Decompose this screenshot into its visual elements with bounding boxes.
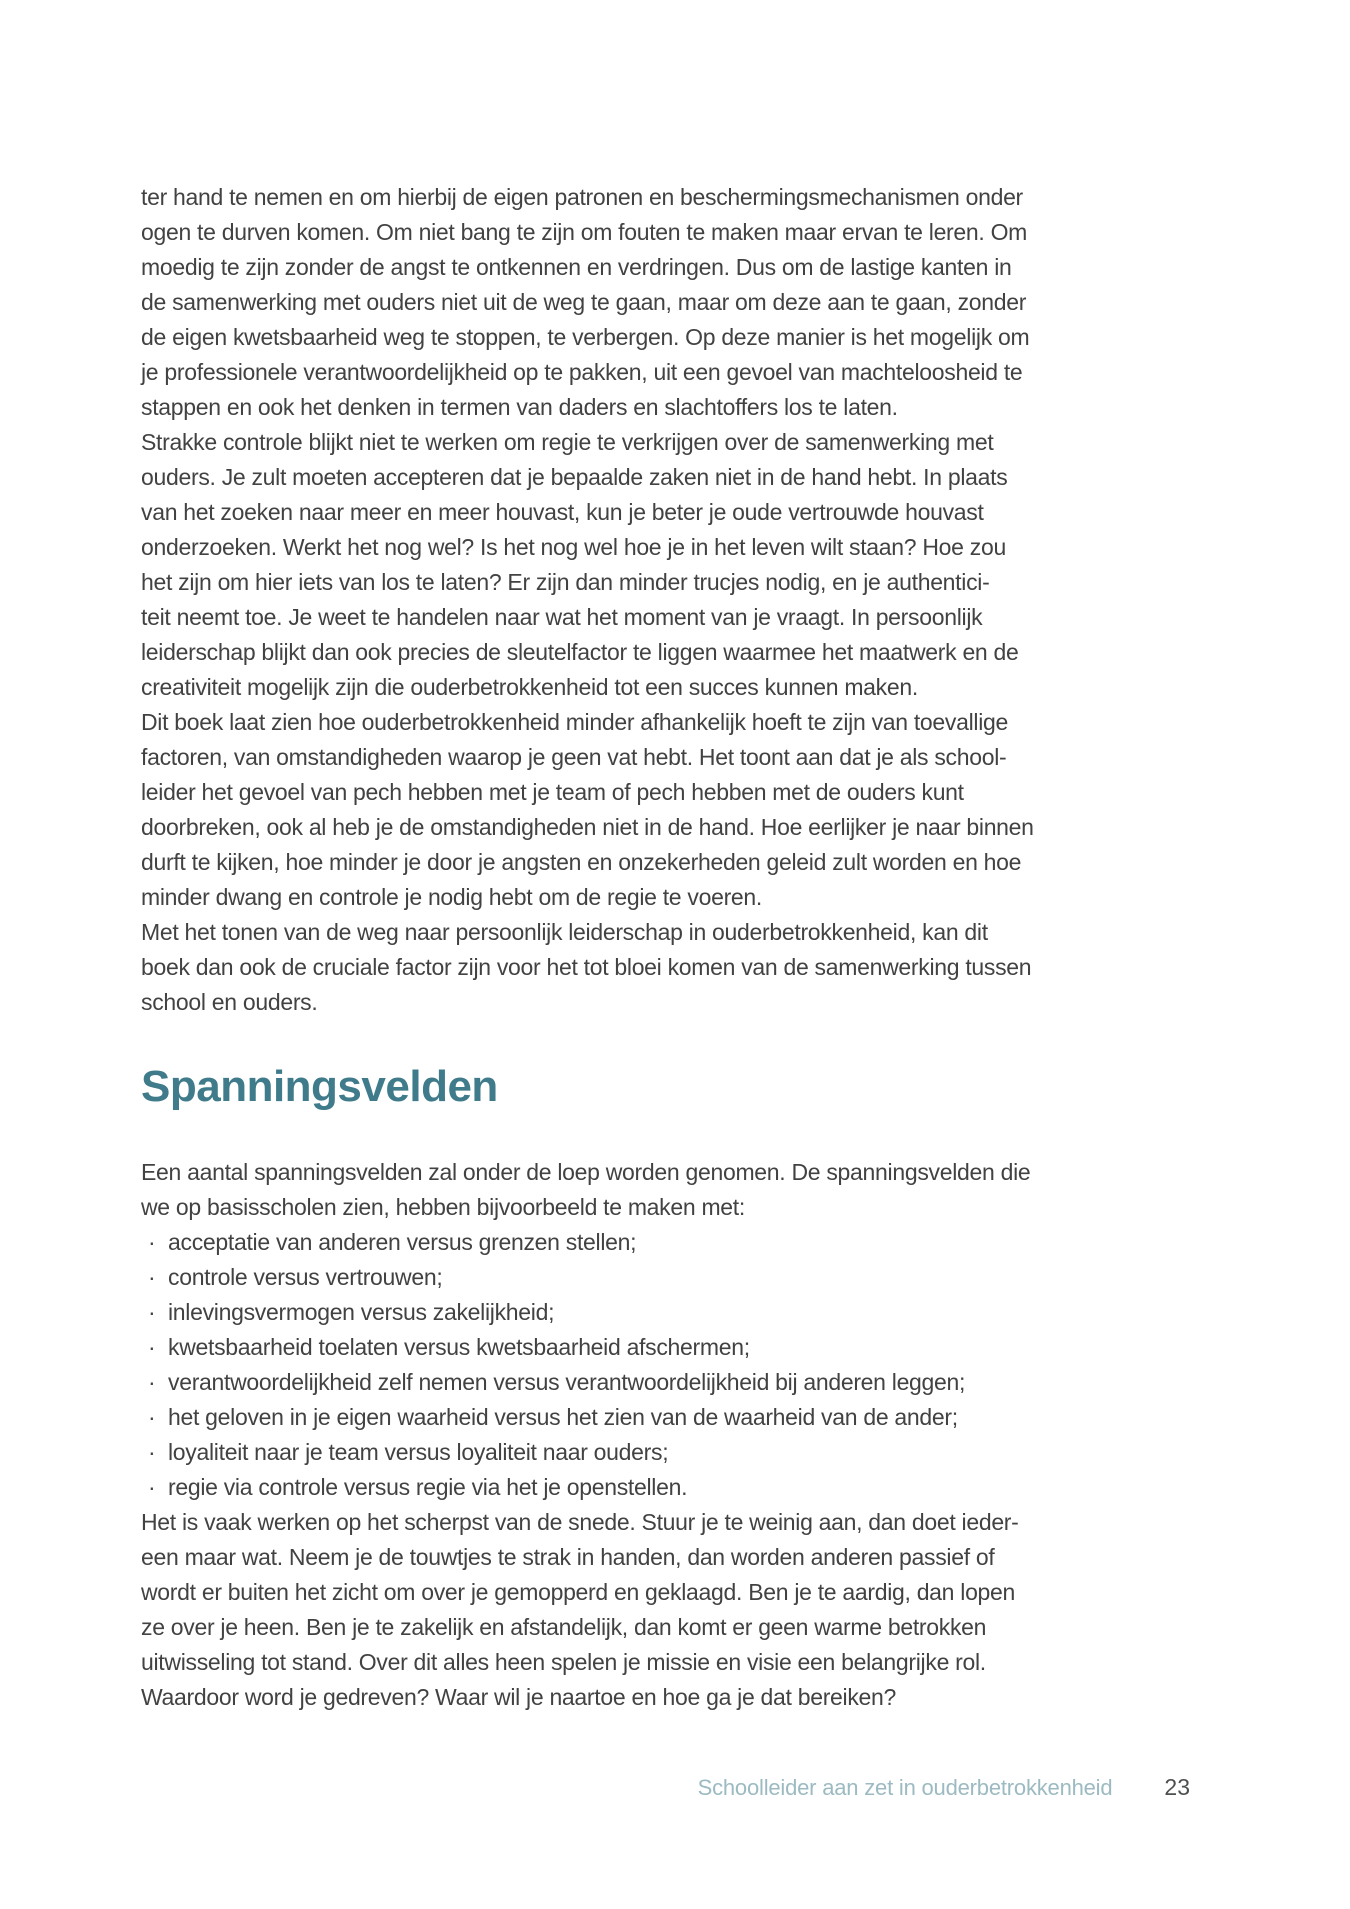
bullet-item <box>141 1260 1223 1295</box>
bullet-item <box>141 1365 1223 1400</box>
footer-book-title: Schoolleider aan zet in ouderbetrokkenheid <box>697 1775 1113 1800</box>
bullet-item <box>141 1295 1223 1330</box>
bullet-text: acceptatie van anderen versus grenzen stellen; <box>168 1229 637 1255</box>
text-line: onderzoeken. Werkt het nog wel? Is het nog wel hoe je in het leven wilt staan? Hoe zou <box>141 534 1006 560</box>
bullet-item <box>141 1225 1223 1260</box>
text-line: boek dan ook de cruciale factor zijn voor het tot bloei komen van de samenwerking tussen <box>141 954 1032 980</box>
body-paragraph-1 <box>141 180 1223 425</box>
text-line: een maar wat. Neem je de touwtjes te strak in handen, dan worden anderen passief of <box>141 1544 995 1570</box>
bullet-text: het geloven in je eigen waarheid versus het zien van de waarheid van de ander; <box>168 1404 958 1430</box>
spanningsvelden-section <box>141 1062 1223 1715</box>
bullet-item <box>141 1400 1223 1435</box>
bullet-text: kwetsbaarheid toelaten versus kwetsbaarheid afschermen; <box>168 1334 750 1360</box>
text-line: factoren, van omstandigheden waarop je geen vat hebt. Het toont aan dat je als school- <box>141 744 1007 770</box>
text-line: school en ouders. <box>141 989 318 1015</box>
page-footer <box>698 1772 1190 1803</box>
text-line: durft te kijken, hoe minder je door je angsten en onzekerheden geleid zult worden en hoe <box>141 849 1022 875</box>
text-line: minder dwang en controle je nodig hebt om de regie te voeren. <box>141 884 762 910</box>
body-paragraph-3 <box>141 705 1223 915</box>
bullet-dot-icon: · <box>148 1264 156 1290</box>
text-line: ter hand te nemen en om hierbij de eigen patronen en beschermingsmechanismen onder <box>141 184 1023 210</box>
bullet-text: regie via controle versus regie via het je openstellen. <box>168 1474 688 1500</box>
text-line: uitwisseling tot stand. Over dit alles heen spelen je missie en visie een belangrijke rol. <box>141 1649 986 1675</box>
text-line: leider het gevoel van pech hebben met je team of pech hebben met de ouders kunt <box>141 779 964 805</box>
bullet-dot-icon: · <box>148 1229 156 1255</box>
text-line: de samenwerking met ouders niet uit de weg te gaan, maar om deze aan te gaan, zonder <box>141 289 1027 315</box>
text-line: van het zoeken naar meer en meer houvast, kun je beter je oude vertrouwde houvast <box>141 499 984 525</box>
bullet-text: inlevingsvermogen versus zakelijkheid; <box>168 1299 555 1325</box>
section-heading: Spanningsvelden <box>141 1062 498 1111</box>
text-line: de eigen kwetsbaarheid weg te stoppen, te verbergen. Op deze manier is het mogelijk om <box>141 324 1030 350</box>
text-line: je professionele verantwoordelijkheid op te pakken, uit een gevoel van machteloosheid te <box>141 359 1023 385</box>
text-line: wordt er buiten het zicht om over je gemopperd en geklaagd. Ben je te aardig, dan lopen <box>141 1579 1016 1605</box>
closing-paragraph <box>141 1505 1223 1715</box>
body-paragraph-2 <box>141 425 1223 705</box>
text-line: Een aantal spanningsvelden zal onder de loep worden genomen. De spanningsvelden die <box>141 1159 1031 1185</box>
section-intro <box>141 1155 1223 1225</box>
main-text-block <box>141 180 1223 1020</box>
bullet-dot-icon: · <box>148 1334 156 1360</box>
text-line: ouders. Je zult moeten accepteren dat je bepaalde zaken niet in de hand hebt. In plaats <box>141 464 1008 490</box>
bullet-dot-icon: · <box>148 1404 156 1430</box>
bullet-dot-icon: · <box>148 1369 156 1395</box>
bullet-list <box>141 1225 1223 1505</box>
text-line: we op basisscholen zien, hebben bijvoorbeeld te maken met: <box>141 1194 745 1220</box>
text-line: stappen en ook het denken in termen van daders en slachtoffers los te laten. <box>141 394 898 420</box>
text-line: Dit boek laat zien hoe ouderbetrokkenheid minder afhankelijk hoeft te zijn van toevallige <box>141 709 1009 735</box>
bullet-dot-icon: · <box>148 1299 156 1325</box>
text-line: teit neemt toe. Je weet te handelen naar wat het moment van je vraagt. In persoonlijk <box>141 604 983 630</box>
text-line: ogen te durven komen. Om niet bang te zijn om fouten te maken maar ervan te leren. Om <box>141 219 1028 245</box>
footer-page-number: 23 <box>1164 1774 1190 1800</box>
bullet-item <box>141 1330 1223 1365</box>
text-line: moedig te zijn zonder de angst te ontkennen en verdringen. Dus om de lastige kanten in <box>141 254 1012 280</box>
bullet-dot-icon: · <box>148 1439 156 1465</box>
bullet-dot-icon: · <box>148 1474 156 1500</box>
text-line: Met het tonen van de weg naar persoonlijk leiderschap in ouderbetrokkenheid, kan dit <box>141 919 988 945</box>
text-line: Strakke controle blijkt niet te werken om regie te verkrijgen over de samenwerking met <box>141 429 994 455</box>
text-line: het zijn om hier iets van los te laten? Er zijn dan minder trucjes nodig, en je authentici- <box>141 569 990 595</box>
bullet-text: controle versus vertrouwen; <box>168 1264 443 1290</box>
text-line: Het is vaak werken op het scherpst van de snede. Stuur je te weinig aan, dan doet ieder- <box>141 1509 1019 1535</box>
text-line: doorbreken, ook al heb je de omstandigheden niet in de hand. Hoe eerlijker je naar binnen <box>141 814 1034 840</box>
bullet-item <box>141 1435 1223 1470</box>
bullet-text: loyaliteit naar je team versus loyaliteit naar ouders; <box>168 1439 669 1465</box>
text-line: Waardoor word je gedreven? Waar wil je naartoe en hoe ga je dat bereiken? <box>141 1684 897 1710</box>
bullet-text: verantwoordelijkheid zelf nemen versus verantwoordelijkheid bij anderen leggen; <box>168 1369 966 1395</box>
body-paragraph-4 <box>141 915 1223 1020</box>
text-line: ze over je heen. Ben je te zakelijk en afstandelijk, dan komt er geen warme betrokken <box>141 1614 987 1640</box>
bullet-item <box>141 1470 1223 1505</box>
text-line: leiderschap blijkt dan ook precies de sleutelfactor te liggen waarmee het maatwerk en de <box>141 639 1019 665</box>
text-line: creativiteit mogelijk zijn die ouderbetrokkenheid tot een succes kunnen maken. <box>141 674 918 700</box>
